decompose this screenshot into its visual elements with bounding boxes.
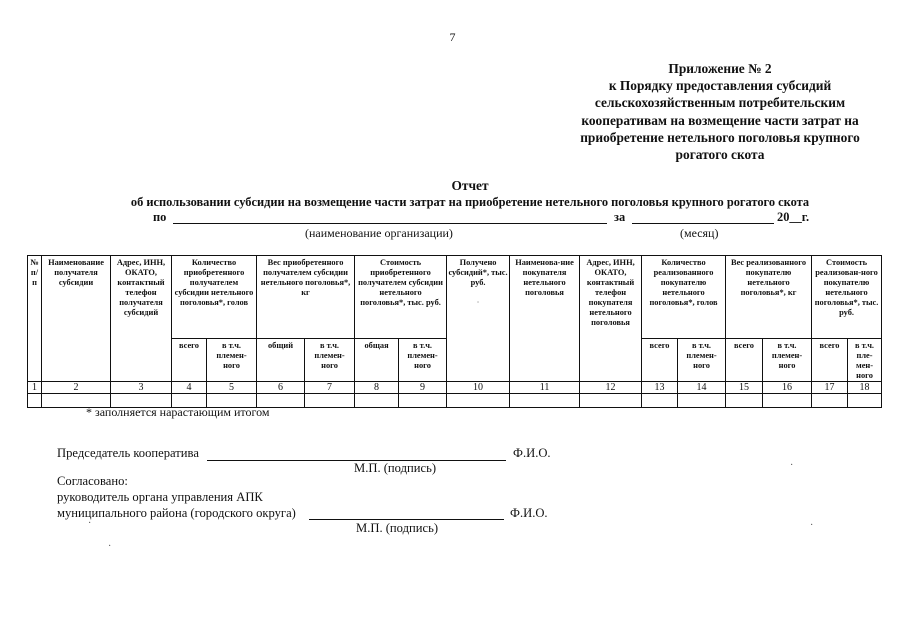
appendix-title: Приложение № 2 [668,61,772,76]
head-label-line2: муниципального района (городского округа) [57,506,296,520]
stray-mark: · [810,520,814,531]
appendix-line: рогатого скота [675,147,765,163]
chairman-mp-sign: М.П. (подпись) [354,461,437,475]
table-cell[interactable] [848,394,882,408]
column-number: 3 [111,382,172,394]
header-cost-bought: Стоимость приобретенного получателем субсидии нетельного поголовья*, тыс. руб. [355,256,447,339]
column-number-row [28,382,882,394]
column-number: 17 [812,382,848,394]
sub-general: общий [257,339,305,382]
month-caption: (месяц) [680,226,719,240]
column-number: 13 [642,382,678,394]
footnote: * заполняется нарастающим итогом [86,405,270,419]
column-number: 5 [207,382,257,394]
stray-mark: · [88,518,92,529]
head-signature-field[interactable] [309,519,504,520]
report-subtitle: об использовании субсидии на возмещение части затрат на приобретение нетельного поголовья крупного рогатого скота [130,195,810,209]
appendix-line: к Порядку предоставления субсидий [608,78,832,94]
stray-mark: · [476,298,480,307]
appendix-header [530,60,905,163]
stray-mark: · [790,460,794,471]
header-qty-sold: Количество реализованного покупателю нетельного поголовья*, голов [642,256,726,339]
column-number: 6 [257,382,305,394]
year-label: 20__г. [777,210,810,224]
table-cell[interactable] [447,394,510,408]
table-cell[interactable] [28,394,42,408]
organization-name-field[interactable] [173,223,607,224]
header-recipient-name: Наименование получателя субсидии [42,256,111,382]
sub-incl-breed-last: в т.ч. пле-мен-ного [848,339,882,382]
report-table [27,255,882,408]
sub-incl-breed: в т.ч. племен-ного [207,339,257,382]
header-weight-sold: Вес реализованного покупателю нетельного поголовья*, кг [726,256,812,339]
report-title: Отчет [451,178,489,193]
column-number: 2 [42,382,111,394]
column-number: 10 [447,382,510,394]
header-num: № п/п [28,256,42,382]
table-cell[interactable] [812,394,848,408]
header-subsidy [447,256,510,382]
appendix-line: сельскохозяйственным потребительским [594,95,846,111]
header-recipient-address: Адрес, ИНН, ОКАТО, контактный телефон получателя субсидий [111,256,172,382]
table-cell[interactable] [580,394,642,408]
sub-total: всего [726,339,763,382]
agreed-label: Согласовано: [57,474,128,488]
column-number: 1 [28,382,42,394]
table-cell[interactable] [355,394,399,408]
column-number: 11 [510,382,580,394]
column-number: 16 [763,382,812,394]
appendix-line: приобретение нетельного поголовья крупного [580,129,860,145]
table-cell[interactable] [510,394,580,408]
column-number: 14 [678,382,726,394]
header-buyer-name: Наименова-ние покупателя нетельного поголовья [510,256,580,382]
za-label: за [614,210,626,224]
table-cell[interactable] [726,394,763,408]
column-number: 7 [305,382,355,394]
table-cell[interactable] [305,394,355,408]
sub-incl-breed: в т.ч. племен-ного [305,339,355,382]
header-qty-bought: Количество приобретенного получателем субсидии нетельного поголовья*, голов [172,256,257,339]
table-cell[interactable] [399,394,447,408]
header-buyer-address: Адрес, ИНН, ОКАТО, контактный телефон покупателя нетельного поголовья [580,256,642,382]
table-cell[interactable] [678,394,726,408]
header-subsidy-label: Получено субсидий*, тыс. руб. [448,258,508,287]
sub-incl-breed: в т.ч. племен-ного [678,339,726,382]
chairman-label: Председатель кооператива [57,446,199,460]
appendix-line: кооперативам на возмещение части затрат на [581,112,859,128]
head-mp-sign: М.П. (подпись) [356,521,439,535]
sub-total: всего [642,339,678,382]
po-label: по [153,210,167,224]
table-cell[interactable] [763,394,812,408]
column-number: 15 [726,382,763,394]
organization-caption: (наименование организации) [305,226,453,240]
table-cell[interactable] [642,394,678,408]
head-label-line1: руководитель органа управления АПК [57,490,263,504]
column-number: 4 [172,382,207,394]
chairman-fio: Ф.И.О. [513,446,551,460]
header-weight-bought: Вес приобретенного получателем субсидии нетельного поголовья*, кг [257,256,355,339]
column-number: 12 [580,382,642,394]
sub-general-f: общая [355,339,399,382]
month-field[interactable] [632,223,774,224]
column-number: 9 [399,382,447,394]
sub-total: всего [812,339,848,382]
sub-incl-breed: в т.ч. племен-ного [763,339,812,382]
column-number: 8 [355,382,399,394]
page-number: 7 [449,30,456,44]
sub-incl-breed: в т.ч. племен-ного [399,339,447,382]
sub-total: всего [172,339,207,382]
header-cost-sold: Стоимость реализован-ного покупателю нетельного поголовья*, тыс. руб. [812,256,882,339]
head-fio: Ф.И.О. [510,506,548,520]
column-number: 18 [848,382,882,394]
stray-mark: · [108,541,112,552]
